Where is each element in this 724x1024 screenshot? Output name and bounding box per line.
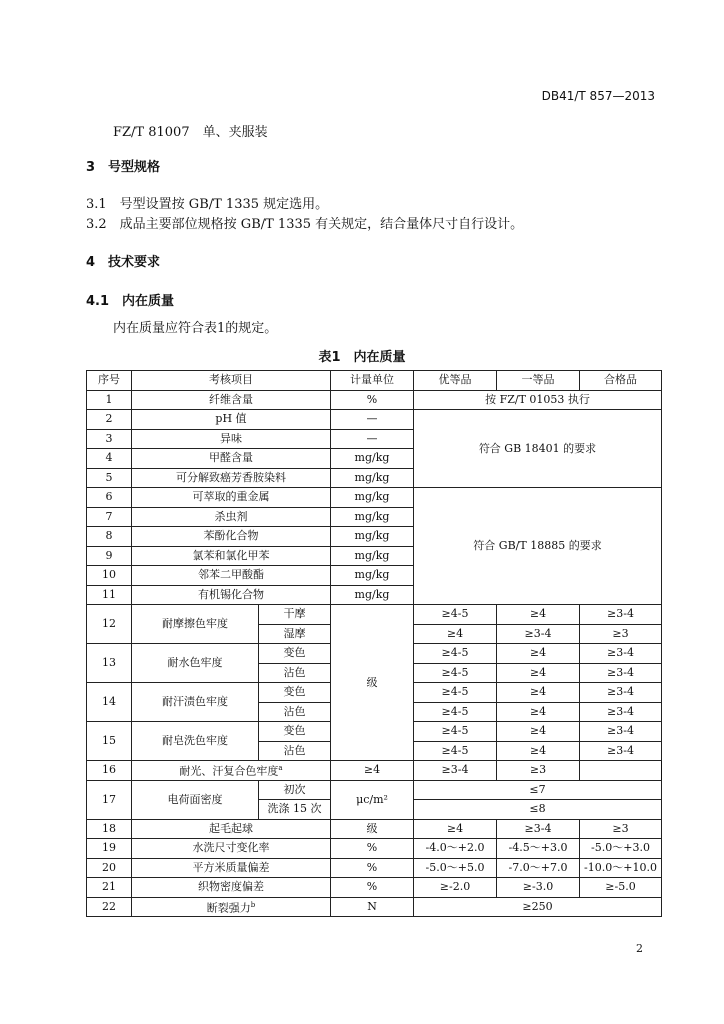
item-cell: pH 值 — [132, 410, 331, 430]
unit-cell: mg/kg — [331, 507, 414, 527]
requirement-cell: ≤8 — [414, 800, 662, 820]
unit-cell: — — [331, 410, 414, 430]
row-number: 2 — [87, 410, 132, 430]
item-cell: 耐皂洗色牢度 — [132, 722, 259, 761]
sub-item-cell: 初次 — [259, 780, 331, 800]
row-number: 4 — [87, 449, 132, 469]
section-4-heading: 4 技术要求 — [86, 255, 161, 270]
item-cell: 织物密度偏差 — [132, 878, 331, 898]
unit-cell: — — [331, 429, 414, 449]
grade-qualified: -10.0～+10.0 — [580, 858, 662, 878]
row-number: 16 — [87, 761, 132, 781]
grade-qualified: -5.0～+3.0 — [580, 839, 662, 859]
row-number: 5 — [87, 468, 132, 488]
item-cell: 杀虫剂 — [132, 507, 331, 527]
row-number: 14 — [87, 683, 132, 722]
grade-first: ≥4 — [497, 722, 580, 742]
row-number: 19 — [87, 839, 132, 859]
quality-table — [86, 370, 662, 917]
row-number: 11 — [87, 585, 132, 605]
grade-qualified: ≥3-4 — [580, 644, 662, 664]
page-number: 2 — [636, 942, 643, 955]
requirement-cell: ≥250 — [414, 897, 662, 917]
reference-line: FZ/T 81007 单、夹服装 — [113, 125, 268, 140]
header-cell: 一等品 — [497, 371, 580, 391]
header-cell: 优等品 — [414, 371, 497, 391]
grade-excellent: ≥4-5 — [414, 644, 497, 664]
clause-3-2: 3.2 成品主要部位规格按 GB/T 1335 有关规定，结合量体尺寸自行设计。 — [86, 217, 524, 232]
item-label: 耐光、汗复合色牢度 — [179, 765, 279, 779]
unit-cell: N — [331, 897, 414, 917]
grade-qualified: ≥3 — [497, 761, 580, 781]
grade-excellent: ≥4-5 — [414, 741, 497, 761]
grade-first: ≥-3.0 — [497, 878, 580, 898]
table-row — [87, 858, 662, 878]
item-cell: 可分解致癌芳香胺染料 — [132, 468, 331, 488]
row-number: 9 — [87, 546, 132, 566]
item-cell: 苯酚化合物 — [132, 527, 331, 547]
unit-cell: μc/m² — [331, 780, 414, 819]
footnote-mark: b — [250, 900, 256, 909]
item-cell: 可萃取的重金属 — [132, 488, 331, 508]
unit-cell: mg/kg — [331, 585, 414, 605]
row-number: 7 — [87, 507, 132, 527]
grade-qualified: ≥-5.0 — [580, 878, 662, 898]
table-header-row — [87, 371, 662, 391]
unit-cell: mg/kg — [331, 468, 414, 488]
grade-excellent: -5.0～+5.0 — [414, 858, 497, 878]
grade-excellent: ≥4 — [414, 624, 497, 644]
sub-item-cell: 洗涤 15 次 — [259, 800, 331, 820]
table-row — [87, 839, 662, 859]
unit-cell: 级 — [331, 605, 414, 761]
section-4-1-heading: 4.1 内在质量 — [86, 294, 175, 309]
item-cell: 水洗尺寸变化率 — [132, 839, 331, 859]
table-row — [87, 488, 662, 508]
requirement-cell: 符合 GB 18401 的要求 — [414, 410, 662, 488]
unit-cell: 级 — [331, 819, 414, 839]
grade-qualified: ≥3-4 — [580, 702, 662, 722]
grade-excellent: ≥4 — [414, 819, 497, 839]
item-cell: 有机锡化合物 — [132, 585, 331, 605]
clause-4-1-text: 内在质量应符合表1的规定。 — [113, 321, 278, 336]
row-number: 17 — [87, 780, 132, 819]
row-number: 21 — [87, 878, 132, 898]
unit-cell: mg/kg — [331, 527, 414, 547]
grade-qualified: ≥3-4 — [580, 683, 662, 703]
table-row — [87, 878, 662, 898]
sub-item-cell: 变色 — [259, 722, 331, 742]
grade-excellent: ≥4-5 — [414, 605, 497, 625]
grade-first: ≥4 — [497, 702, 580, 722]
grade-excellent: ≥4-5 — [414, 722, 497, 742]
grade-excellent: ≥4-5 — [414, 663, 497, 683]
grade-excellent: ≥4 — [331, 761, 414, 781]
grade-excellent: -4.0～+2.0 — [414, 839, 497, 859]
grade-first: ≥4 — [497, 663, 580, 683]
row-number: 6 — [87, 488, 132, 508]
grade-first: ≥3-4 — [414, 761, 497, 781]
item-cell: 耐水色牢度 — [132, 644, 259, 683]
item-cell — [132, 897, 331, 917]
row-number: 12 — [87, 605, 132, 644]
item-cell: 纤维含量 — [132, 390, 331, 410]
table-row — [87, 761, 662, 781]
grade-qualified: ≥3-4 — [580, 722, 662, 742]
section-3-heading: 3 号型规格 — [86, 160, 161, 175]
item-cell: 平方米质量偏差 — [132, 858, 331, 878]
item-cell: 邻苯二甲酸酯 — [132, 566, 331, 586]
item-cell: 耐摩擦色牢度 — [132, 605, 259, 644]
unit-cell: mg/kg — [331, 546, 414, 566]
grade-first: ≥3-4 — [497, 624, 580, 644]
table-row — [87, 897, 662, 917]
unit-cell: mg/kg — [331, 488, 414, 508]
header-cell: 序号 — [87, 371, 132, 391]
table-row — [87, 819, 662, 839]
row-number: 18 — [87, 819, 132, 839]
requirement-cell: 按 FZ/T 01053 执行 — [414, 390, 662, 410]
item-cell: 甲醛含量 — [132, 449, 331, 469]
grade-qualified: ≥3 — [580, 624, 662, 644]
row-number: 8 — [87, 527, 132, 547]
standard-code: DB41/T 857—2013 — [541, 89, 655, 103]
header-cell: 合格品 — [580, 371, 662, 391]
grade-excellent: ≥4-5 — [414, 702, 497, 722]
row-number: 10 — [87, 566, 132, 586]
table-row — [87, 605, 662, 625]
row-number: 20 — [87, 858, 132, 878]
requirement-cell: ≤7 — [414, 780, 662, 800]
grade-first: -7.0～+7.0 — [497, 858, 580, 878]
sub-item-cell: 变色 — [259, 683, 331, 703]
grade-qualified: ≥3 — [580, 819, 662, 839]
grade-qualified: ≥3-4 — [580, 663, 662, 683]
grade-excellent: ≥4-5 — [414, 683, 497, 703]
header-cell: 考核项目 — [132, 371, 331, 391]
table-caption: 表1 内在质量 — [318, 350, 406, 365]
requirement-cell: 符合 GB/T 18885 的要求 — [414, 488, 662, 605]
sub-item-cell: 沾色 — [259, 741, 331, 761]
unit-cell: % — [331, 878, 414, 898]
grade-qualified: ≥3-4 — [580, 605, 662, 625]
unit-cell: % — [331, 839, 414, 859]
item-cell: 氯苯和氯化甲苯 — [132, 546, 331, 566]
grade-first: -4.5～+3.0 — [497, 839, 580, 859]
row-number: 15 — [87, 722, 132, 761]
grade-excellent: ≥-2.0 — [414, 878, 497, 898]
sub-item-cell: 变色 — [259, 644, 331, 664]
header-cell: 计量单位 — [331, 371, 414, 391]
unit-cell: mg/kg — [331, 566, 414, 586]
unit-cell: % — [331, 858, 414, 878]
item-cell: 起毛起球 — [132, 819, 331, 839]
sub-item-cell: 湿摩 — [259, 624, 331, 644]
row-number: 13 — [87, 644, 132, 683]
table-row — [87, 410, 662, 430]
row-number: 3 — [87, 429, 132, 449]
sub-item-cell: 干摩 — [259, 605, 331, 625]
item-cell — [132, 761, 331, 781]
table-row — [87, 390, 662, 410]
item-cell: 耐汗渍色牢度 — [132, 683, 259, 722]
clause-3-1: 3.1 号型设置按 GB/T 1335 规定选用。 — [86, 197, 329, 212]
grade-qualified: ≥3-4 — [580, 741, 662, 761]
item-label: 断裂强力 — [206, 901, 251, 915]
grade-first: ≥4 — [497, 683, 580, 703]
grade-first: ≥4 — [497, 741, 580, 761]
unit-cell: % — [331, 390, 414, 410]
grade-first: ≥3-4 — [497, 819, 580, 839]
sub-item-cell: 沾色 — [259, 663, 331, 683]
item-cell: 异味 — [132, 429, 331, 449]
table-row — [87, 780, 662, 800]
row-number: 1 — [87, 390, 132, 410]
grade-first: ≥4 — [497, 605, 580, 625]
unit-cell: mg/kg — [331, 449, 414, 469]
item-cell: 电荷面密度 — [132, 780, 259, 819]
grade-first: ≥4 — [497, 644, 580, 664]
sub-item-cell: 沾色 — [259, 702, 331, 722]
footnote-mark: a — [278, 764, 283, 773]
row-number: 22 — [87, 897, 132, 917]
